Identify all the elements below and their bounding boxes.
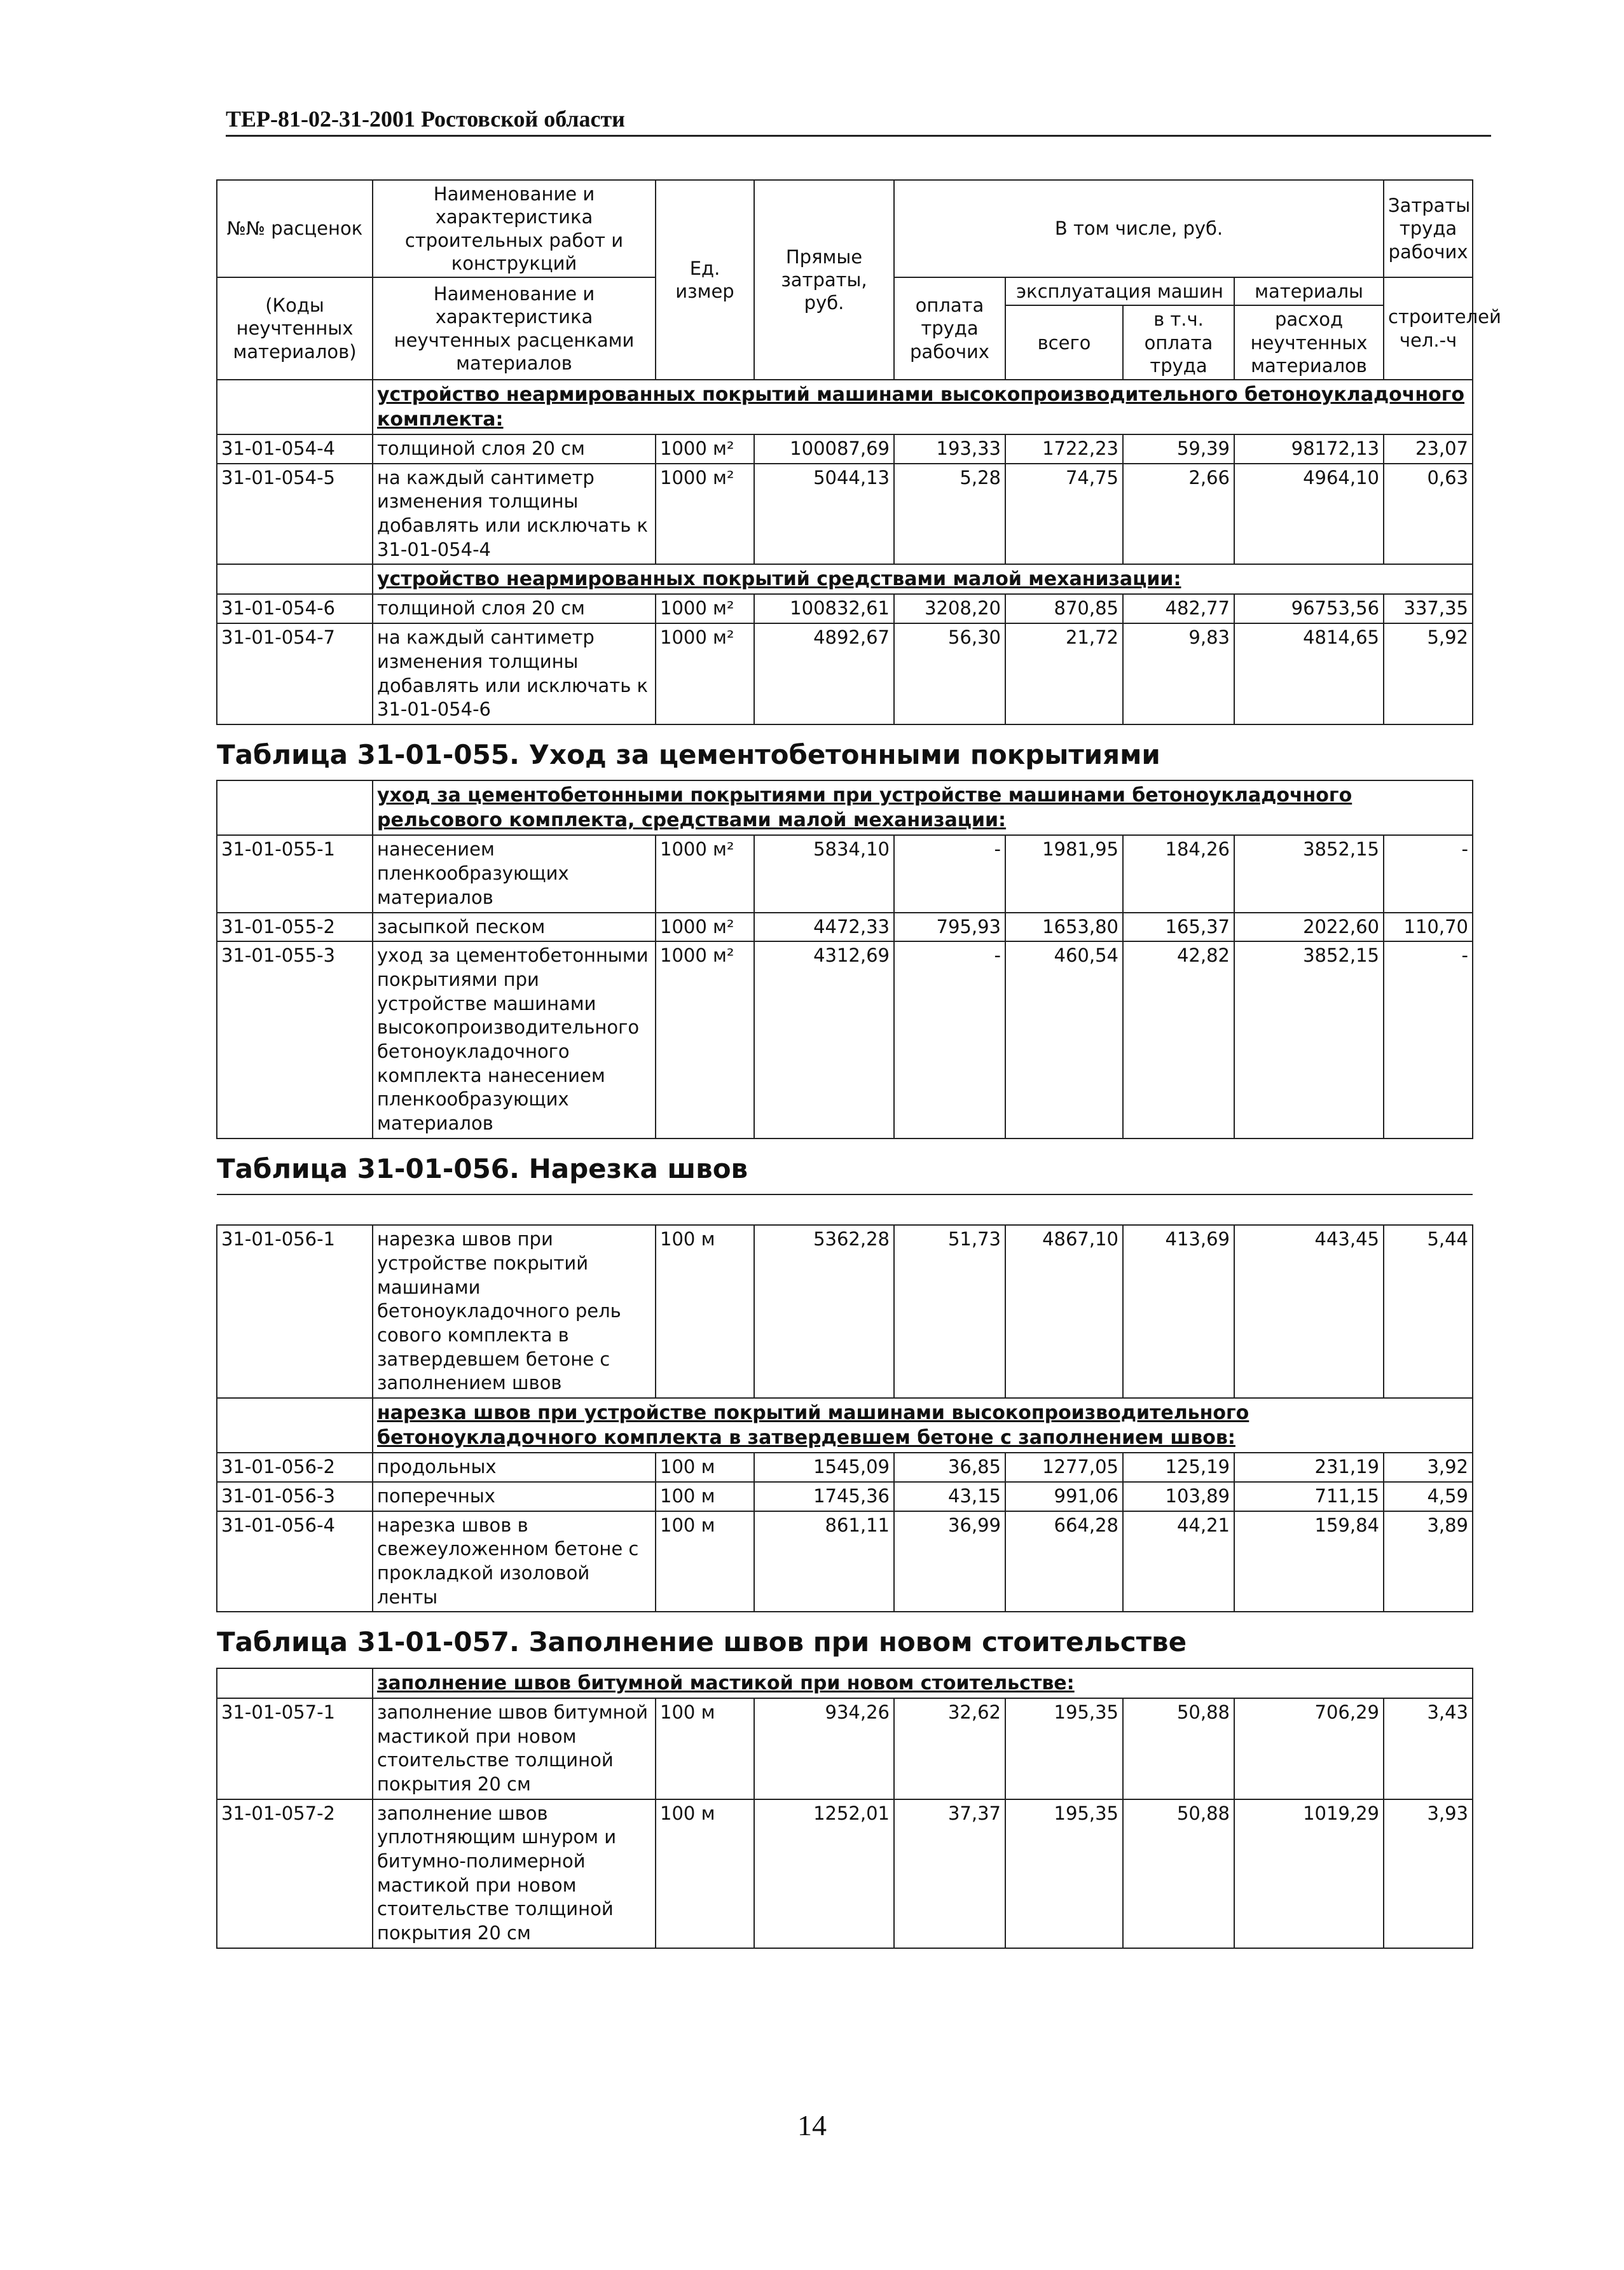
materials: 2022,60 [1234, 913, 1384, 942]
work-name: на каждый сантиметр изменения толщины добавлять или исключать к 31-01-054-6 [373, 623, 656, 724]
table-row [217, 835, 1473, 912]
table-row [217, 464, 1473, 565]
materials: 98172,13 [1234, 434, 1384, 464]
col-name-bottom: Наименование и характеристика неучтенных расценками материалов [373, 277, 656, 380]
labor: 110,70 [1384, 913, 1473, 942]
rate-code: 31-01-057-1 [217, 1698, 373, 1799]
wages: - [894, 835, 1005, 912]
group-code-cell [217, 564, 373, 594]
col-machines-total: всего [1005, 305, 1123, 380]
rate-code: 31-01-054-6 [217, 594, 373, 623]
work-name: толщиной слоя 20 см [373, 594, 656, 623]
machines-wages: 482,77 [1123, 594, 1234, 623]
group-heading-row [217, 1668, 1473, 1698]
materials: 159,84 [1234, 1511, 1384, 1612]
unit: 100 м [656, 1799, 754, 1948]
col-labor-unit: строителей чел.-ч [1384, 277, 1473, 380]
table-row [217, 1453, 1473, 1482]
work-name: нарезка швов при устройстве покрытий машинами бетоноукладочного рель сового комплекта в затвердевшем бетоне с заполнением швов [373, 1225, 656, 1398]
wages: 5,28 [894, 464, 1005, 565]
rate-code: 31-01-054-5 [217, 464, 373, 565]
rate-code: 31-01-056-1 [217, 1225, 373, 1398]
group-heading-row [217, 1398, 1473, 1453]
spacer-row [217, 1194, 1473, 1225]
unit: 100 м [656, 1698, 754, 1799]
machines-total: 991,06 [1005, 1482, 1123, 1511]
machines-total: 870,85 [1005, 594, 1123, 623]
unit: 1000 м² [656, 913, 754, 942]
col-including: В том числе, руб. [894, 180, 1384, 277]
rate-code: 31-01-057-2 [217, 1799, 373, 1948]
labor: 5,92 [1384, 623, 1473, 724]
materials: 4964,10 [1234, 464, 1384, 565]
unit: 1000 м² [656, 623, 754, 724]
machines-wages: 59,39 [1123, 434, 1234, 464]
rate-code: 31-01-054-4 [217, 434, 373, 464]
group-code-cell [217, 1668, 373, 1698]
rate-code: 31-01-055-1 [217, 835, 373, 912]
direct-cost: 1745,36 [754, 1482, 894, 1511]
direct-cost: 4472,33 [754, 913, 894, 942]
group-heading-row [217, 780, 1473, 835]
document-header [226, 107, 1491, 137]
labor: - [1384, 835, 1473, 912]
col-code-top: №№ расценок [217, 180, 373, 277]
direct-cost: 100087,69 [754, 434, 894, 464]
table-row [217, 1482, 1473, 1511]
table-body [217, 380, 1473, 1948]
table-row [217, 1511, 1473, 1612]
table-title: Таблица 31-01-056. Нарезка швов [217, 1138, 1473, 1195]
machines-wages: 165,37 [1123, 913, 1234, 942]
direct-cost: 5044,13 [754, 464, 894, 565]
group-heading: нарезка швов при устройстве покрытий машинами высокопроизводительного бетоноукладочного комплекта в затвердевшем бетоне с заполнением швов: [373, 1398, 1473, 1453]
col-labor: Затраты труда рабочих [1384, 180, 1473, 277]
wages: - [894, 941, 1005, 1138]
unit: 100 м [656, 1225, 754, 1398]
wages: 36,85 [894, 1453, 1005, 1482]
table-row [217, 941, 1473, 1138]
col-materials-unaccounted: расход неучтенных материалов [1234, 305, 1384, 380]
wages: 795,93 [894, 913, 1005, 942]
wages: 32,62 [894, 1698, 1005, 1799]
rate-code: 31-01-056-4 [217, 1511, 373, 1612]
machines-wages: 413,69 [1123, 1225, 1234, 1398]
materials: 3852,15 [1234, 941, 1384, 1138]
col-wages: оплата труда рабочих [894, 277, 1005, 380]
labor: 337,35 [1384, 594, 1473, 623]
unit: 100 м [656, 1453, 754, 1482]
unit: 1000 м² [656, 594, 754, 623]
machines-total: 1653,80 [1005, 913, 1123, 942]
materials: 4814,65 [1234, 623, 1384, 724]
col-code-bottom: (Коды неучтенных материалов) [217, 277, 373, 380]
group-code-cell [217, 1398, 373, 1453]
direct-cost: 5362,28 [754, 1225, 894, 1398]
col-machines-wages: в т.ч. оплата труда [1123, 305, 1234, 380]
direct-cost: 4312,69 [754, 941, 894, 1138]
table-title: Таблица 31-01-057. Заполнение швов при новом стоительстве [217, 1612, 1473, 1668]
unit: 1000 м² [656, 434, 754, 464]
table-title-row [217, 1138, 1473, 1195]
group-heading: заполнение швов битумной мастикой при новом стоительстве: [373, 1668, 1473, 1698]
unit: 1000 м² [656, 941, 754, 1138]
unit: 1000 м² [656, 464, 754, 565]
machines-wages: 50,88 [1123, 1698, 1234, 1799]
wages: 51,73 [894, 1225, 1005, 1398]
table-row [217, 1698, 1473, 1799]
machines-total: 4867,10 [1005, 1225, 1123, 1398]
labor: 0,63 [1384, 464, 1473, 565]
group-heading: устройство неармированных покрытий машинами высокопроизводительного бетоноукладочного комплекта: [373, 380, 1473, 434]
direct-cost: 1545,09 [754, 1453, 894, 1482]
labor: 3,92 [1384, 1453, 1473, 1482]
labor: 3,89 [1384, 1511, 1473, 1612]
machines-wages: 42,82 [1123, 941, 1234, 1138]
group-code-cell [217, 380, 373, 434]
materials: 231,19 [1234, 1453, 1384, 1482]
unit: 100 м [656, 1511, 754, 1612]
table-row [217, 623, 1473, 724]
group-code-cell [217, 780, 373, 835]
table-title-row [217, 1612, 1473, 1668]
rate-code: 31-01-054-7 [217, 623, 373, 724]
machines-total: 195,35 [1005, 1799, 1123, 1948]
work-name: поперечных [373, 1482, 656, 1511]
table-row [217, 913, 1473, 942]
materials: 1019,29 [1234, 1799, 1384, 1948]
group-heading-row [217, 564, 1473, 594]
work-name: заполнение швов уплотняющим шнуром и битумно-полимерной мастикой при новом стоительстве толщиной покрытия 20 см [373, 1799, 656, 1948]
direct-cost: 861,11 [754, 1511, 894, 1612]
wages: 3208,20 [894, 594, 1005, 623]
machines-total: 664,28 [1005, 1511, 1123, 1612]
rate-code: 31-01-055-3 [217, 941, 373, 1138]
spacer-cell [217, 1194, 1473, 1225]
direct-cost: 1252,01 [754, 1799, 894, 1948]
col-unit: Ед. измер [656, 180, 754, 380]
materials: 706,29 [1234, 1698, 1384, 1799]
machines-total: 21,72 [1005, 623, 1123, 724]
labor: 4,59 [1384, 1482, 1473, 1511]
direct-cost: 4892,67 [754, 623, 894, 724]
table-row [217, 594, 1473, 623]
work-name: уход за цементобетонными покрытиями при устройстве машинами высокопроизводительного бетоноукладочного комплекта нанесением пленкообразующих материалов [373, 941, 656, 1138]
table-title-row [217, 724, 1473, 781]
group-heading: уход за цементобетонными покрытиями при устройстве машинами бетоноукладочного рельсового комплекта, средствами малой механизации: [373, 780, 1473, 835]
labor: 23,07 [1384, 434, 1473, 464]
col-materials: материалы [1234, 277, 1384, 305]
col-direct: Прямые затраты, руб. [754, 180, 894, 380]
unit: 100 м [656, 1482, 754, 1511]
machines-total: 1277,05 [1005, 1453, 1123, 1482]
machines-total: 460,54 [1005, 941, 1123, 1138]
machines-wages: 125,19 [1123, 1453, 1234, 1482]
machines-wages: 44,21 [1123, 1511, 1234, 1612]
table-row [217, 1799, 1473, 1948]
materials: 3852,15 [1234, 835, 1384, 912]
work-name: заполнение швов битумной мастикой при новом стоительстве толщиной покрытия 20 см [373, 1698, 656, 1799]
machines-total: 1981,95 [1005, 835, 1123, 912]
page-number: 14 [797, 2109, 827, 2142]
machines-wages: 103,89 [1123, 1482, 1234, 1511]
rate-code: 31-01-056-2 [217, 1453, 373, 1482]
labor: 3,43 [1384, 1698, 1473, 1799]
direct-cost: 934,26 [754, 1698, 894, 1799]
machines-total: 1722,23 [1005, 434, 1123, 464]
materials: 711,15 [1234, 1482, 1384, 1511]
table-row [217, 1225, 1473, 1398]
header-row-1 [217, 180, 1473, 277]
work-name: продольных [373, 1453, 656, 1482]
materials: 96753,56 [1234, 594, 1384, 623]
col-name-top: Наименование и характеристика строительных работ и конструкций [373, 180, 656, 277]
machines-wages: 184,26 [1123, 835, 1234, 912]
machines-total: 74,75 [1005, 464, 1123, 565]
work-name: на каждый сантиметр изменения толщины добавлять или исключать к 31-01-054-4 [373, 464, 656, 565]
group-heading: устройство неармированных покрытий средствами малой механизации: [373, 564, 1473, 594]
labor: 5,44 [1384, 1225, 1473, 1398]
wages: 36,99 [894, 1511, 1005, 1612]
document-title: ТЕР-81-02-31-2001 Ростовской области [226, 106, 625, 132]
wages: 43,15 [894, 1482, 1005, 1511]
wages: 37,37 [894, 1799, 1005, 1948]
labor: - [1384, 941, 1473, 1138]
labor: 3,93 [1384, 1799, 1473, 1948]
wages: 56,30 [894, 623, 1005, 724]
work-name: засыпкой песком [373, 913, 656, 942]
machines-total: 195,35 [1005, 1698, 1123, 1799]
machines-wages: 9,83 [1123, 623, 1234, 724]
work-name: толщиной слоя 20 см [373, 434, 656, 464]
table-row [217, 434, 1473, 464]
work-name: нанесением пленкообразующих материалов [373, 835, 656, 912]
rates-table-wrapper [216, 179, 1501, 1949]
machines-wages: 2,66 [1123, 464, 1234, 565]
rate-code: 31-01-056-3 [217, 1482, 373, 1511]
machines-wages: 50,88 [1123, 1799, 1234, 1948]
col-machines: эксплуатация машин [1005, 277, 1234, 305]
direct-cost: 100832,61 [754, 594, 894, 623]
work-name: нарезка швов в свежеуложенном бетоне с прокладкой изоловой ленты [373, 1511, 656, 1612]
wages: 193,33 [894, 434, 1005, 464]
table-title: Таблица 31-01-055. Уход за цементобетонными покрытиями [217, 724, 1473, 781]
direct-cost: 5834,10 [754, 835, 894, 912]
unit: 1000 м² [656, 835, 754, 912]
materials: 443,45 [1234, 1225, 1384, 1398]
rate-code: 31-01-055-2 [217, 913, 373, 942]
group-heading-row [217, 380, 1473, 434]
rates-table [216, 179, 1501, 1949]
